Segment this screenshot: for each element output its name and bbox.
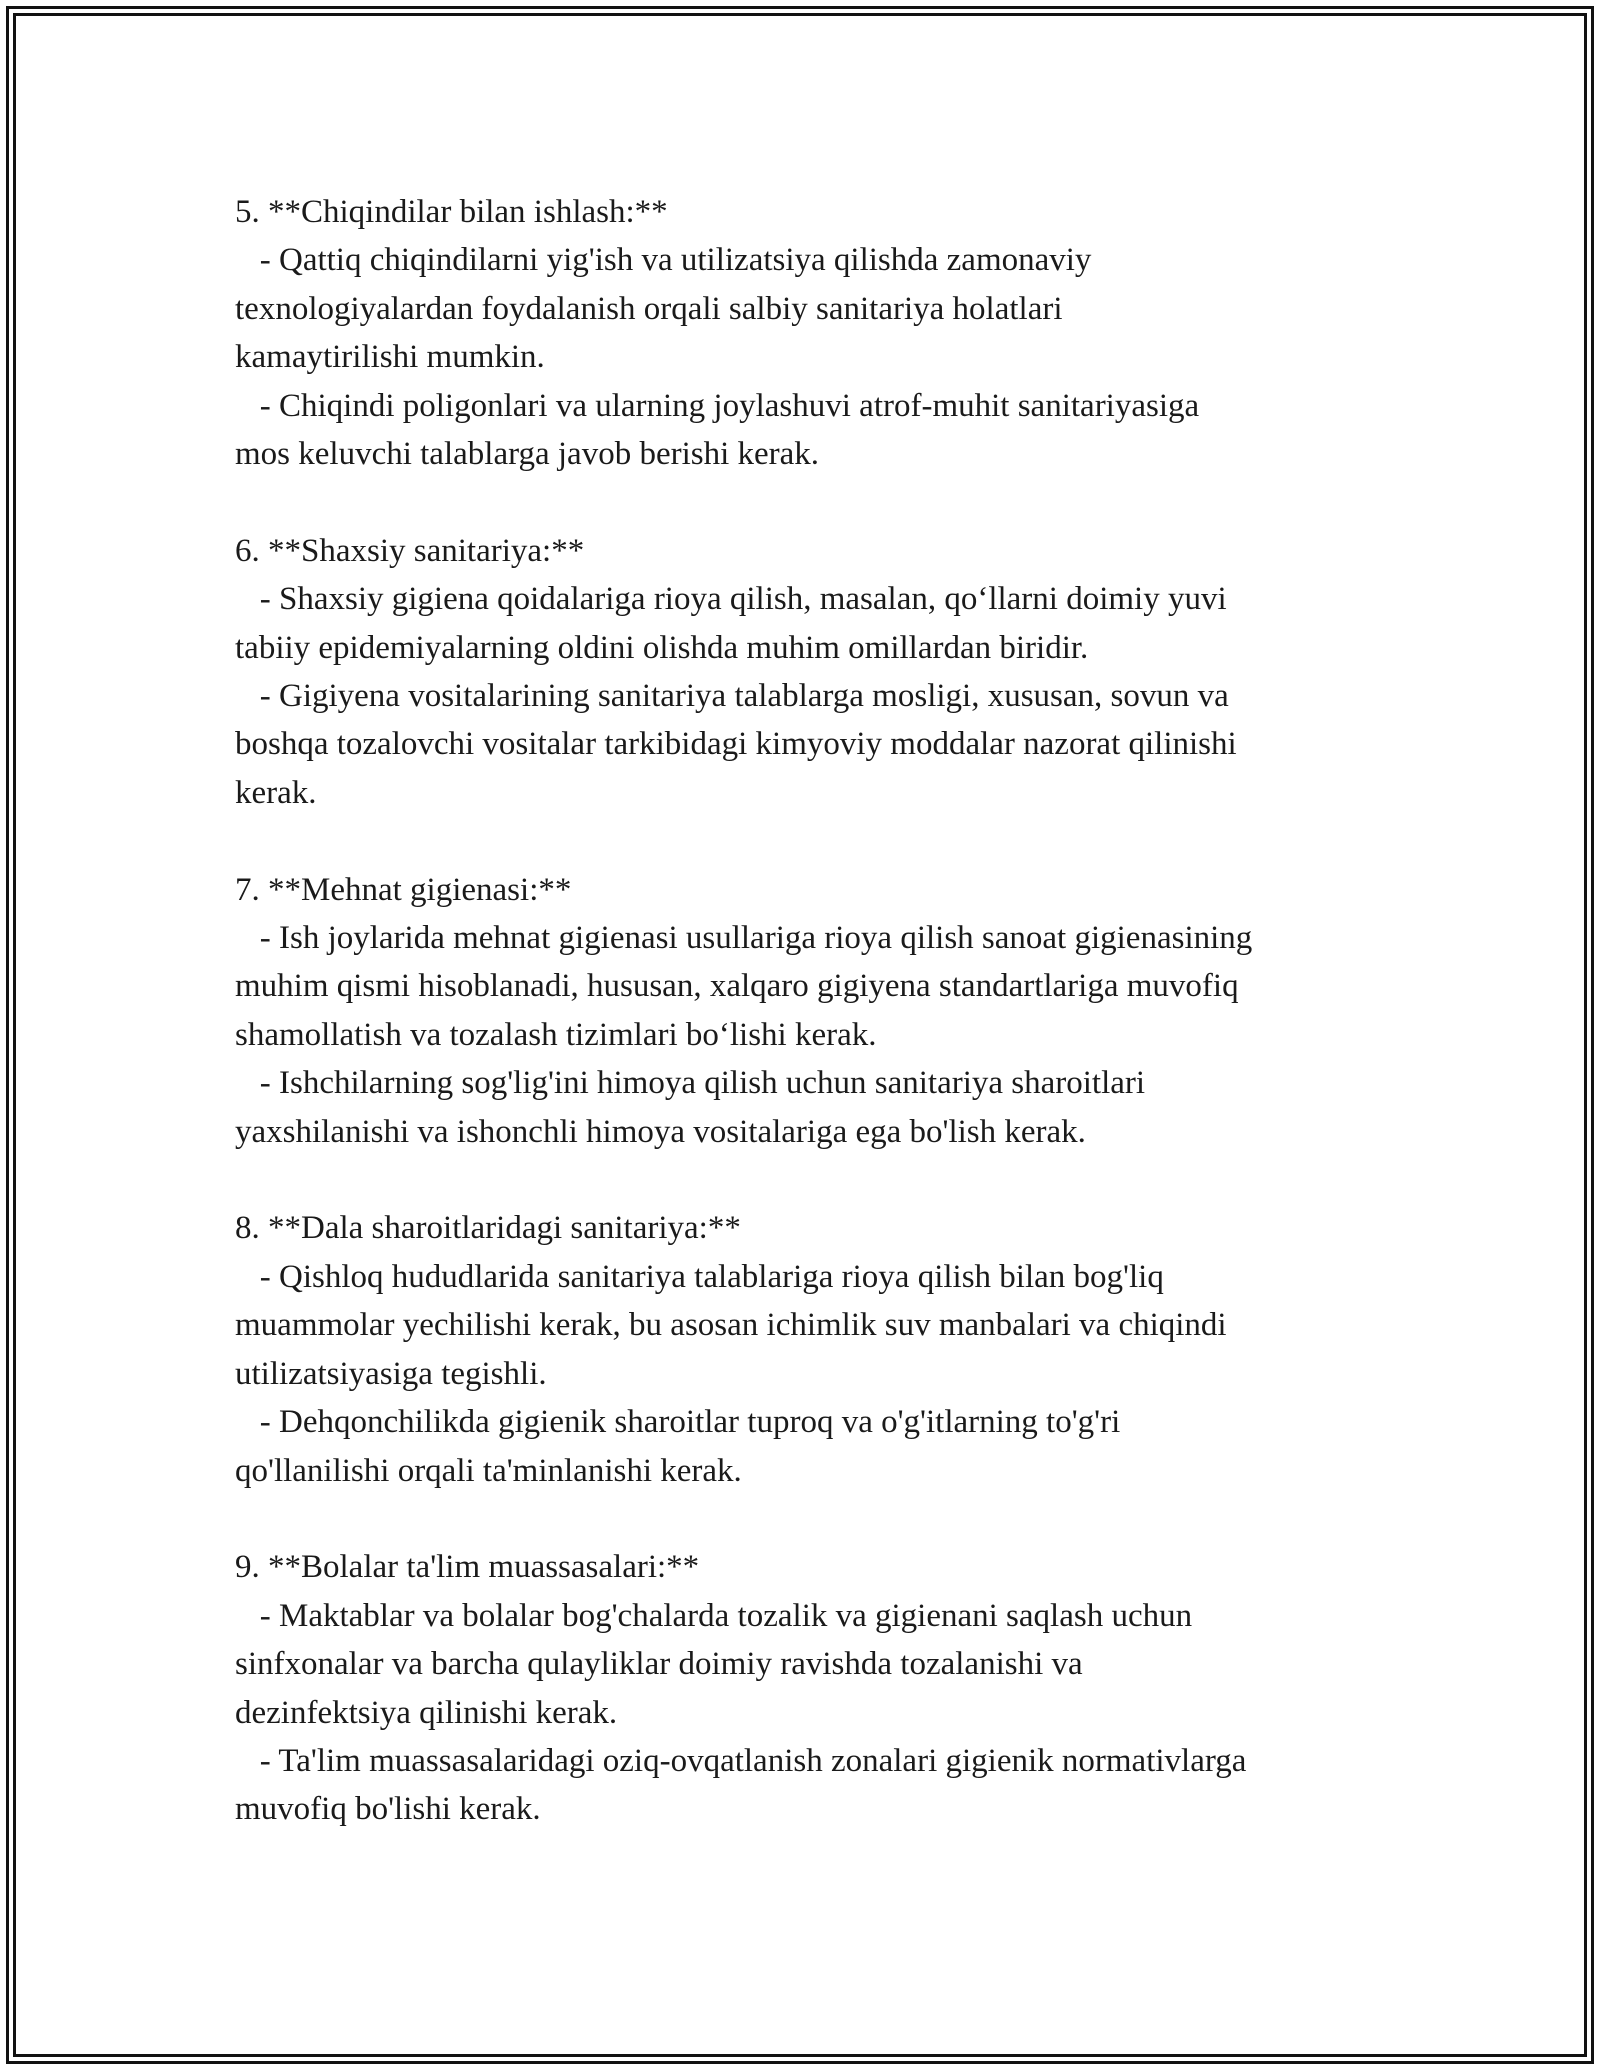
text-line: shamollatish va tozalash tizimlari bo‘lishi kerak. bbox=[235, 1016, 877, 1053]
text-line: qo'llanilishi orqali ta'minlanishi kerak. bbox=[235, 1452, 742, 1489]
text-line: tabiiy epidemiyalarning oldini olishda muhim omillardan biridir. bbox=[235, 629, 1089, 666]
text-line: - Gigiyena vositalarining sanitariya talablarga mosligi, xususan, sovun va bbox=[235, 678, 1229, 715]
text-line: - Ishchilarning sog'lig'ini himoya qilish uchun sanitariya sharoitlari bbox=[235, 1065, 1146, 1102]
section-heading: 5. **Chiqindilar bilan ishlash:** bbox=[235, 194, 668, 230]
text-line: - Dehqonchilikda gigienik sharoitlar tuproq va o'g'itlarning to'g'ri bbox=[235, 1404, 1121, 1441]
text-line: muammolar yechilishi kerak, bu asosan ichimlik suv manbalari va chiqindi bbox=[235, 1307, 1227, 1344]
text-line: - Qishloq hududlarida sanitariya talablariga rioya qilish bilan bog'liq bbox=[235, 1258, 1164, 1295]
text-line: boshqa tozalovchi vositalar tarkibidagi kimyoviy moddalar nazorat qilinishi bbox=[235, 726, 1237, 763]
section-7 bbox=[235, 866, 1375, 1156]
text-line: kerak. bbox=[235, 774, 317, 811]
text-line: - Maktablar va bolalar bog'chalarda tozalik va gigienani saqlash uchun bbox=[235, 1597, 1193, 1634]
section-5 bbox=[235, 188, 1375, 478]
text-line: muvofiq bo'lishi kerak. bbox=[235, 1791, 541, 1828]
section-heading: 7. **Mehnat gigienasi:** bbox=[235, 871, 572, 908]
section-6 bbox=[235, 527, 1375, 817]
section-9 bbox=[235, 1543, 1375, 1833]
text-line: muhim qismi hisoblanadi, hususan, xalqaro gigiyena standartlariga muvofiq bbox=[235, 968, 1239, 1005]
text-line: sinfxonalar va barcha qulayliklar doimiy ravishda tozalanishi va bbox=[235, 1646, 1083, 1683]
text-line: mos keluvchi talablarga javob berishi kerak. bbox=[235, 436, 820, 473]
text-line: dezinfektsiya qilinishi kerak. bbox=[235, 1694, 618, 1731]
document-body bbox=[235, 188, 1375, 1834]
text-line: - Ish joylarida mehnat gigienasi usullariga rioya qilish sanoat gigienasining bbox=[235, 920, 1253, 957]
text-line: kamaytirilishi mumkin. bbox=[235, 339, 545, 376]
text-line: - Shaxsiy gigiena qoidalariga rioya qilish, masalan, qo‘llarni doimiy yuvi bbox=[235, 581, 1227, 618]
text-line: texnologiyalardan foydalanish orqali salbiy sanitariya holatlari bbox=[235, 290, 1063, 327]
section-8 bbox=[235, 1204, 1375, 1494]
text-line: - Chiqindi poligonlari va ularning joylashuvi atrof-muhit sanitariyasiga bbox=[235, 387, 1200, 424]
section-heading: 8. **Dala sharoitlaridagi sanitariya:** bbox=[235, 1210, 741, 1247]
section-heading: 6. **Shaxsiy sanitariya:** bbox=[235, 532, 585, 569]
section-heading: 9. **Bolalar ta'lim muassasalari:** bbox=[235, 1549, 700, 1586]
text-line: utilizatsiyasiga tegishli. bbox=[235, 1355, 547, 1392]
text-line: - Ta'lim muassasalaridagi oziq-ovqatlanish zonalari gigienik normativlarga bbox=[235, 1742, 1247, 1779]
text-line: - Qattiq chiqindilarni yig'ish va utilizatsiya qilishda zamonaviy bbox=[235, 242, 1092, 279]
text-line: yaxshilanishi va ishonchli himoya vositalariga ega bo'lish kerak. bbox=[235, 1113, 1086, 1150]
